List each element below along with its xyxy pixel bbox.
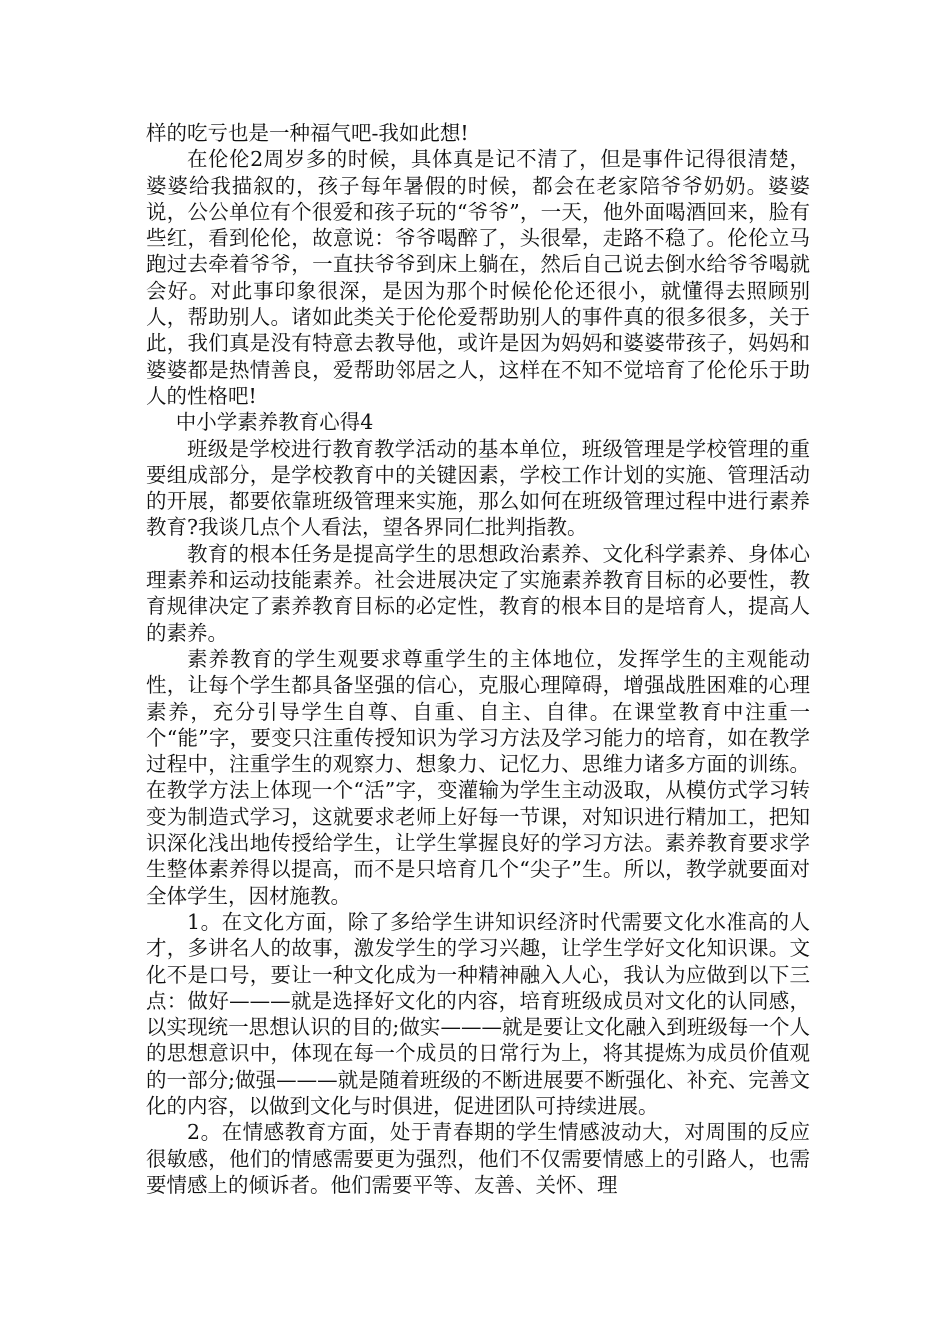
- document-page: [146, 120, 810, 1198]
- paragraph-continuation: 样的吃亏也是一种福气吧-我如此想!: [146, 121, 469, 145]
- paragraph-class-management: 班级是学校进行教育教学活动的基本单位，班级管理是学校管理的重要组成部分，是学校教育中的关键因素，学校工作计划的实施、管理活动的开展，都要依靠班级管理来实施，那么如何在班级管理过程中进行素养教育?我谈几点个人看法，望各界同仁批判指教。: [146, 436, 810, 540]
- section-heading: 中小学素养教育心得4: [175, 410, 374, 435]
- paragraph-emotion: 2。在情感教育方面，处于青春期的学生情感波动大，对周围的反应很敏感，他们的情感需要更为强烈，他们不仅需要情感上的引路人，也需要情感上的倾诉者。他们需要平等、友善、关怀、理: [146, 1120, 810, 1197]
- paragraph-culture: 1。在文化方面，除了多给学生讲知识经济时代需要文化水准高的人才，多讲名人的故事，激发学生的学习兴趣，让学生学好文化知识课。文化不是口号，要让一种文化成为一种精神融入人心，我认为应做到以下三点：做好———就是选择好文化的内容，培育班级成员对文化的认同感，以实现统一思想认识的目的;做实———就是要让文化融入到班级每一个人的思想意识中，体现在每一个成员的日常行为上，将其提炼为成员价值观的一部分;做强———就是随着班级的不断进展要不断强化、补充、完善文化的内容，以做到文化与时俱进，促进团队可持续进展。: [146, 909, 810, 1118]
- paragraph-student-view: 素养教育的学生观要求尊重学生的主体地位，发挥学生的主观能动性，让每个学生都具备坚强的信心，克服心理障碍，增强战胜困难的心理素养，充分引导学生自尊、自重、自主、自律。在课堂教育中注重一个“能”字，要变只注重传授知识为学习方法及学习能力的培育，如在教学过程中，注重学生的观察力、想象力、记忆力、思维力诸多方面的训练。在教学方法上体现一个“活”字，变灌输为学生主动汲取，从模仿式学习转变为制造式学习，这就要求老师上好每一节课，对知识进行精加工，把知识深化浅出地传授给学生，让学生掌握良好的学习方法。素养教育要求学生整体素养得以提高，而不是只培育几个“尖子”生。所以，教学就要面对全体学生，因材施教。: [146, 646, 810, 908]
- paragraph-education-task: 教育的根本任务是提高学生的思想政治素养、文化科学素养、身体心理素养和运动技能素养。社会进展决定了实施素养教育目标的必要性，教育规律决定了素养教育目标的必定性，教育的根本目的是培育人，提高人的素养。: [146, 541, 810, 645]
- paragraph-lunlun-story: 在伦伦2周岁多的时候，具体真是记不清了，但是事件记得很清楚，婆婆给我描叙的，孩子每年暑假的时候，都会在老家陪爷爷奶奶。婆婆说，公公单位有个很爱和孩子玩的“爷爷”，一天，他外面喝酒回来，脸有些红，看到伦伦，故意说：爷爷喝醉了，头很晕，走路不稳了。伦伦立马跑过去牵着爷爷，一直扶爷爷到床上躺在，然后自己说去倒水给爷爷喝就会好。对此事印象很深，是因为那个时候伦伦还很小，就懂得去照顾别人，帮助别人。诸如此类关于伦伦爱帮助别人的事件真的很多很多，关于此，我们真是没有特意去教导他，或许是因为妈妈和婆婆带孩子，妈妈和婆婆都是热情善良，爱帮助邻居之人，这样在不知不觉培育了伦伦乐于助人的性格吧!: [146, 147, 810, 408]
